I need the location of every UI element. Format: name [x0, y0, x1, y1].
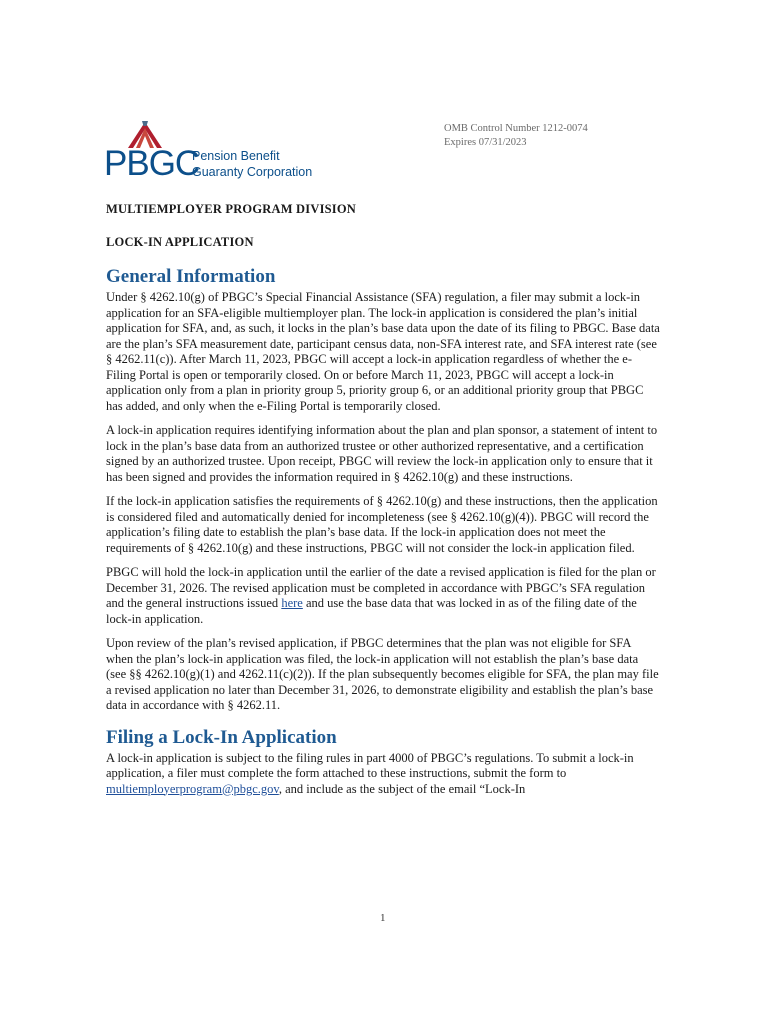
logo-name-line2: Guaranty Corporation — [192, 165, 313, 179]
document-body — [106, 266, 660, 797]
page-number: 1 — [380, 912, 386, 924]
paragraph-5: Upon review of the plan’s revised application, if PBGC determines that the plan was not eligible for SFA when the plan’s lock-in application was filed, the lock-in application will not establish the plan’s base data (see §§ 4262.10(g)(1) and 4262.11(c)(2)). If the plan subsequently becomes eligible for SFA, the plan may file a revised application no later than December 31, 2026, to demonstrate eligibility and establish the plan’s base data in accordance with § 4262.11. — [106, 636, 659, 712]
paragraph-1: Under § 4262.10(g) of PBGC’s Special Financial Assistance (SFA) regulation, a filer may submit a lock-in application for an SFA-eligible multiemployer plan. The lock-in application is considered the plan’s initial application for SFA, and, as such, it locks in the plan’s base data upon the date of its filing to PBGC. Base data are the plan’s SFA measurement date, participant census data, non-SFA interest rate, and SFA interest rate (see § 4262.11(c)). After March 11, 2023, PBGC will accept a lock-in application regardless of whether the e-Filing Portal is open or temporarily closed. On or before March 11, 2023, PBGC will accept a lock-in application only from a plan in priority group 5, priority group 6, or an additional priority group that PBGC has added, and only when the e-Filing Portal is temporarily closed. — [106, 290, 660, 413]
paragraph-4 — [106, 565, 660, 627]
omb-control-block — [444, 122, 588, 150]
general-information-heading: General Information — [106, 266, 276, 287]
paragraph-6-text-b: , and include as the subject of the email “Lock-In — [278, 781, 526, 796]
logo-agency-name — [192, 148, 312, 180]
omb-control-number: OMB Control Number 1212-0074 — [444, 123, 588, 134]
division-name: MULTIEMPLOYER PROGRAM DIVISION — [106, 202, 357, 216]
paragraph-3: If the lock-in application satisfies the requirements of § 4262.10(g) and these instructions, then the application is considered filed and automatically denied for incompleteness (see § 4262.10(g)(4)). PBGC will record the application’s filing date to establish the plan’s base data. If the lock-in application does not meet the requirements of § 4262.10(g) and these instructions, PBGC will not consider the lock-in application filed. — [106, 494, 658, 555]
paragraph-6-text-a: A lock-in application is subject to the filing rules in part 4000 of PBGC’s regulations. To submit a lock-in application, a filer must complete the form attached to these instructions, submit the form to — [106, 750, 634, 780]
paragraph-4-text-a: PBGC will hold the lock-in application until the earlier of the date a revised application is filed for the plan or December 31, 2026. The revised application must be completed in accordance with PBGC’s SFA regulation and the general instructions issued — [106, 565, 656, 610]
logo-name-line1: Pension Benefit — [192, 149, 280, 163]
omb-expiration: Expires 07/31/2023 — [444, 137, 527, 148]
email-link[interactable]: multiemployerprogram@pbgc.gov — [106, 781, 279, 796]
document-title: LOCK-IN APPLICATION — [106, 235, 254, 249]
paragraph-4-text-b: and use the base data that was locked in as of the filing date of the lock-in application. — [106, 596, 637, 626]
paragraph-2: A lock-in application requires identifying information about the plan and plan sponsor, a statement of intent to lock in the plan’s base data from an authorized trustee or other authorized representative, and a certification signed by an authorized trustee. Upon receipt, PBGC will review the lock-in application only to ensure that it has been signed and provides the information required in § 4262.10(g) and these instructions. — [106, 423, 658, 484]
instructions-here-link[interactable]: here — [281, 596, 303, 610]
filing-heading: Filing a Lock-In Application — [106, 726, 337, 748]
paragraph-6 — [106, 751, 660, 798]
logo-wordmark: PBGC — [104, 144, 200, 183]
pbgc-logo — [104, 120, 344, 184]
